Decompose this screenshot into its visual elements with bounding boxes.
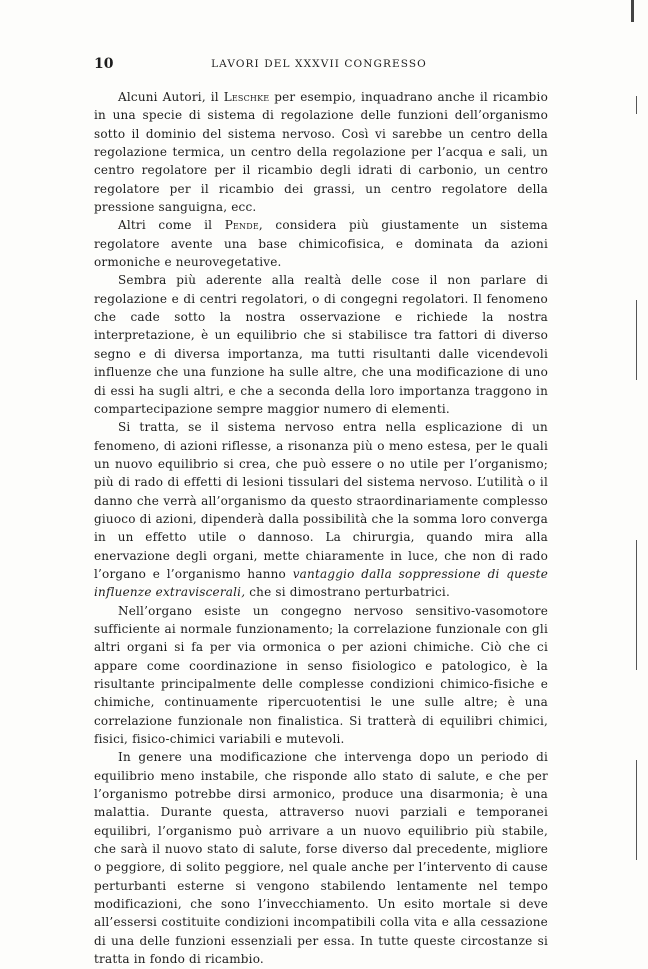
paragraph [94, 216, 548, 271]
paragraph-text: per esempio, inquadrano anche il ricambio in una specie di sistema di regolazione delle funzioni dell’organismo sotto il dominio del sistema nervoso. Così vi sarebbe un centro della regolazione termica, un centro della regolazione per l’acqua e sali, un centro regolatore per il ricambio degli idrati di carbonio, un centro regolatore per il ricambio dei grassi, un centro regolatore della pressione sanguigna, ecc. [94, 90, 548, 215]
paragraph [94, 418, 548, 601]
page-edge-mark [636, 96, 637, 114]
paragraph-text: che si dimostrano perturbatrici. [245, 585, 450, 600]
paragraph: Sembra più aderente alla realtà delle cose il non parlare di regolazione e di centri regolatori, o di congegni regolatori. Il fenomeno che cade sotto la nostra osservazione e richiede la nostra interpretazione, è un equilibrio che si stabilisce tra fattori di diverso segno e di diversa importanza, ma tutti risultanti dalle vicendevoli influenze che una funzione ha sulle altre, che una modificazione di uno di essi ha sugli altri, e che a seconda della loro importanza traggono in compartecipazione sempre maggior numero di elementi. [94, 273, 548, 416]
paragraph: In genere una modificazione che intervenga dopo un periodo di equilibrio meno instabile, che risponde allo stato di salute, e che per l’organismo potrebbe dirsi armonico, produce una disarmonia; è una malattia. Durante questa, attraverso nuovi parziali e temporanei equilibri, l’organismo può arrivare a un nuovo equilibrio più stabile, che sarà il nuovo stato di salute, forse diverso dal precedente, migliore o peggiore, di solito peggiore, nel quale anche per l’intervento di cause perturbanti esterne si vengono stabilendo lentamente nel tempo modificazioni, che sono l’invecchiamento. Un esito mortale si deve all’essersi costituite condizioni incompatibili colla vita e alla cessazione di una delle funzioni essenziali per essa. In tutte queste circostanze si tratta in fondo di ricambio. [94, 750, 548, 967]
running-header [94, 56, 544, 74]
page-edge-mark [636, 760, 637, 860]
page-edge-mark [636, 540, 637, 670]
italic-phrase: vantaggio dalla soppressione di queste influenze extraviscerali, [94, 566, 548, 600]
paragraph [94, 88, 548, 216]
paragraph-text: Alcuni Autori, il [118, 90, 224, 104]
author-name: Pende [224, 218, 259, 233]
page-edge-mark [631, 0, 634, 22]
paragraph: Nell’organo esiste un congegno nervoso sensitivo-vasomotore sufficiente ai normale funzionamento; la correlazione funzionale con gli altri organi si fa per via ormonica o per azioni chimiche. Ciò che ci appare come coordinazione in senso fisiologico e patologico, è la risultante principalmente delle complesse condizioni chimico-fisiche e chimiche, continuamente ripercuotentisi le une sulle altre; è una correlazione funzionale non finalistica. Si tratterà di equilibri chimici, fisici, fisico-chimici variabili e mutevoli. [94, 603, 548, 747]
paragraph-text: Si tratta, se il sistema nervoso entra nella esplicazione di un fenomeno, di azioni riflesse, a risonanza più o meno estesa, per le quali un nuovo equilibrio si crea, che può essere o no utile per l’organismo; più di rado di effetti di lesioni tissulari del sistema nervoso. L’utilità o il danno che verrà all’organismo da questo straordinariamente complesso giuoco di azioni, dipenderà dalla possibilità che la somma loro converga in un effetto utile o dannoso. La chirurgia, quando mira alla enervazione degli organi, mette chiaramente in luce, che non di rado l’organo e l’organismo hanno [94, 420, 548, 581]
paragraph-text: Altri come il [118, 218, 225, 233]
author-name: Leschke [223, 90, 270, 104]
running-title: LAVORI DEL XXXVII CONGRESSO [211, 58, 427, 70]
body-text [94, 88, 548, 969]
page-edge-mark [636, 300, 637, 380]
page-number: 10 [94, 56, 114, 72]
paragraph-text: , considera più giustamente un sistema regolatore avente una base chimicofisica, e dominata da azioni ormoniche e neurovegetative. [94, 218, 548, 270]
